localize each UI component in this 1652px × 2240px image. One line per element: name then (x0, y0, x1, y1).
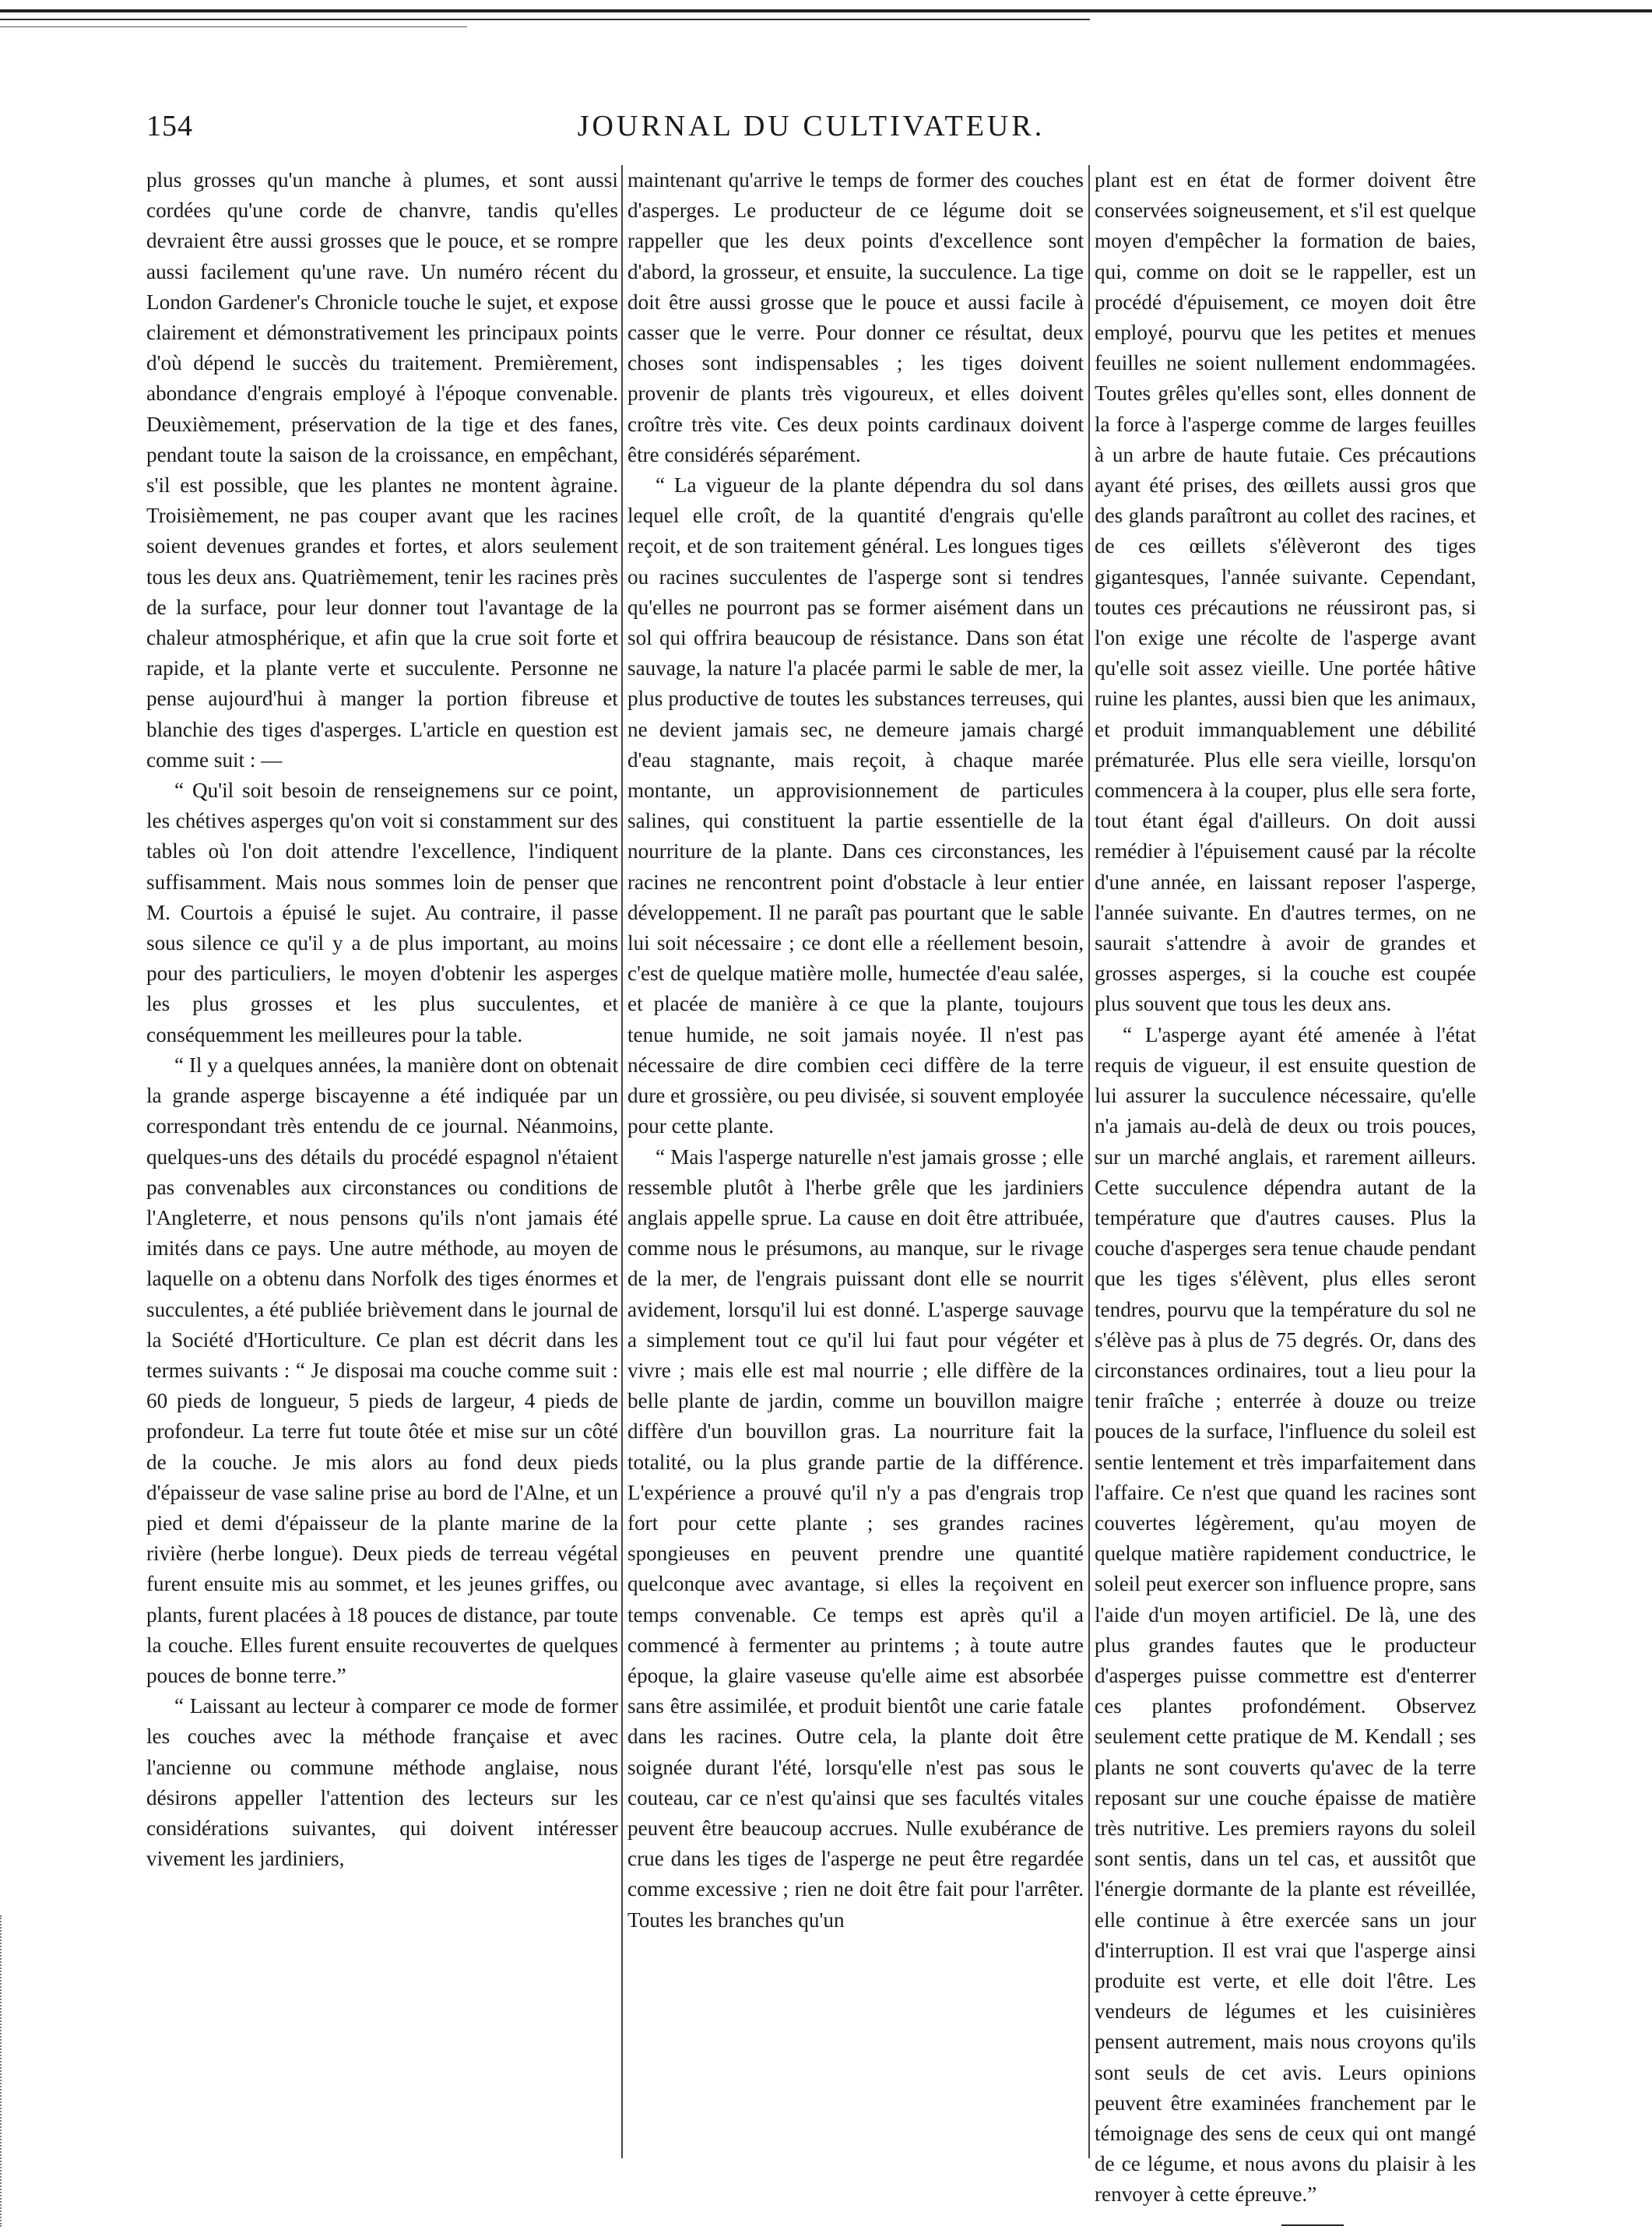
paragraph: “ Qu'il soit besoin de renseignemens sur ce point, les chétives asperges qu'on voit si constamment sur des tables où l'on doit attendre l'excellence, l'indiquent suffisamment. Mais nous sommes loin de penser que M. Courtois a épuisé le sujet. Au contraire, il passe sous silence ce qu'il y a de plus important, au moins pour des particuliers, le moyen d'obtenir les asperges les plus grosses et les plus succulentes, et conséquemment les meilleures pour la table. (146, 779, 618, 1046)
paragraph: “ L'asperge ayant été amenée à l'état requis de vigueur, il est ensuite question de lui assurer la succulence nécessaire, qu'elle n'a jamais au-delà de deux ou trois pouces, sur un marché anglais, et rarement ailleurs. Cette succulence dépendra autant de la température que d'autres causes. Plus la couche d'asperges sera tenue chaude pendant que les tiges s'élèvent, plus elles seront tendres, pourvu que la température du sol ne s'élève pas à plus de 75 degrés. Or, dans des circonstances ordinaires, tout a lieu pour la tenir fraîche ; enterrée à douze ou treize pouces de la surface, l'influence du soleil est sentie lentement et très imparfaitement dans l'affaire. Ce n'est que quand les racines sont couvertes légèrement, qu'au moyen de quelque matière rapidement conductrice, le soleil peut exercer son influence propre, sans l'aide d'un moyen artificiel. De là, une des plus grandes fautes que le producteur d'asperges puisse commettre est d'enterrer ces plantes profondément. Observez seulement cette pratique de M. Kendall ; ses plants ne sont couverts qu'avec de la terre reposant sur une couche épaisse de matière très nutritive. Les premiers rayons du soleil sont sentis, dans un tel cas, et aussitôt que l'énergie dormante de la plante est réveillée, elle continue à être exercée sans un jour d'interruption. Il est vrai que l'asperge ainsi produite est verte, et elle doit l'être. Les vendeurs de légumes et les cuisinières pensent autrement, mais nous croyons qu'ils sont seuls de cet avis. Leurs opinions peuvent être examinées franchement par le témoignage des sens de ceux qui ont mangé de ce légume, et nous avons du plaisir à les renvoyer à cette épreuve.” (1095, 1022, 1476, 2207)
column-divider (621, 165, 623, 2158)
page-header (146, 109, 1476, 156)
paragraph: “ Il y a quelques années, la manière dont on obtenait la grande asperge biscayenne a été indiquée par un correspondant très entendu de ce journal. Néanmoins, quelques-uns des détails du procédé espagnol n'étaient pas convenables aux circonstances ou conditions de l'Angleterre, et nous pensons qu'ils n'ont jamais été imités dans ce pays. Une autre méthode, au moyen de laquelle on a obtenu dans Norfolk des tiges énormes et succulentes, a été publiée brièvement dans le journal de la Société d'Horticulture. Ce plan est décrit dans les termes suivants : “ Je disposai ma couche comme suit : 60 pieds de longueur, 5 pieds de largeur, 4 pieds de profondeur. La terre fut toute ôtée et mise sur un côté de la couche. Je mis alors au fond deux pieds d'épaisseur de vase saline prise au bord de l'Alne, et un pied et demi d'épaisseur de la plante marine de la rivière (herbe longue). Deux pieds de terreau végétal furent ensuite mis au sommet, et les jeunes griffes, ou plants, furent placées à 18 pouces de distance, par toute la couche. Elles furent ensuite recouvertes de quelques pouces de bonne terre.” (146, 1053, 618, 1687)
journal-title: JOURNAL DU CULTIVATEUR. (577, 110, 1046, 142)
paragraph: plant est en état de former doivent être conservées soigneusement, et s'il est quelque moyen d'empêcher la formation de baies, qui, comme on doit se le rappeller, est un procédé d'épuisement, ce moyen doit être employé, pourvu que les petites et menues feuilles ne soient nullement endommagées. Toutes grêles qu'elles sont, elles donnent de la force à l'asperge comme de larges feuilles à un arbre de haute futaie. Ces précautions ayant été prises, des œillets aussi gros que des glands paraîtront au collet des racines, et de ces œillets s'élèveront des tiges gigantesques, l'année suivante. Cependant, toutes ces précautions ne réussiront pas, si l'on exige une récolte de l'asperge avant qu'elle soit assez vieille. Une portée hâtive ruine les plantes, aussi bien que les animaux, et produit immanquablement une débilité prématurée. Plus elle sera vieille, lorsqu'on commencera à la couper, plus elle sera forte, tout étant égal d'ailleurs. On doit aussi remédier à l'épuisement causé par la récolte d'une année, en laissant reposer l'asperge, l'année suivante. En d'autres termes, on ne saurait s'attendre à avoir de grandes et grosses asperges, si la couche est coupée plus souvent que tous les deux ans. (1095, 168, 1476, 1016)
column-1 (146, 165, 618, 2158)
paragraph: “ La vigueur de la plante dépendra du sol dans lequel elle croît, de la quantité d'engrais qu'elle reçoit, et de son traitement général. Les longues tiges ou racines succulentes de l'asperge sont si tendres qu'elles ne pourront pas se former aisément dans un sol qui offrira beaucoup de résistance. Dans son état sauvage, la nature l'a placée parmi le sable de mer, la plus productive de toutes les substances terreuses, qui ne devient jamais sec, ne demeure jamais chargé d'eau stagnante, mais reçoit, à chaque marée montante, un approvisionnement de particules salines, qui constituent la partie essentielle de la nourriture de la plante. Dans ces circonstances, les racines ne rencontrent point d'obstacle à leur entier développement. Il ne paraît pas pourtant que le sable lui soit nécessaire ; ce dont elle a réellement besoin, c'est de quelque matière molle, humectée d'eau salée, et placée de manière à ce que la plante, toujours tenue humide, ne soit jamais noyée. Il n'est pas nécessaire de dire combien ceci diffère de la terre dure et grossière, ou peu divisée, si souvent employée pour cette plante. (627, 473, 1084, 1138)
paragraph: maintenant qu'arrive le temps de former des couches d'asperges. Le producteur de ce légume doit se rappeller que les deux points d'excellence sont d'abord, la grosseur, et ensuite, la succulence. La tige doit être aussi grosse que le pouce et aussi facile à casser que le verre. Pour donner ce résultat, deux choses sont indispensables ; les tiges doivent provenir de plants très vigoureux, et elles doivent croître très vite. Ces deux points cardinaux doivent être considérés séparément. (627, 168, 1084, 466)
top-rule (0, 9, 1652, 12)
text-columns (146, 165, 1476, 2207)
top-rule-tertiary (0, 26, 467, 27)
paragraph: “ Laissant au lecteur à comparer ce mode de former les couches avec la méthode française et avec l'ancienne ou commune méthode anglaise, nous désirons appeller l'attention des lecteurs sur les considérations suivantes, qui doivent intéresser vivement les jardiniers, (146, 1694, 618, 1871)
column-2 (627, 165, 1084, 2158)
end-rule (1281, 2224, 1344, 2226)
top-rule-secondary (0, 19, 1090, 20)
paragraph: plus grosses qu'un manche à plumes, et sont aussi cordées qu'une corde de chanvre, tandis qu'elles devraient être aussi grosses que le pouce, et se rompre aussi facilement qu'une rave. Un numéro récent du London Gardener's Chronicle touche le sujet, et expose clairement et démonstrativement les principaux points d'où dépend le succès du traitement. Premièrement, abondance d'engrais employé à l'époque convenable. Deuxièmement, préservation de la tige et des fanes, pendant toute la saison de la croissance, en empêchant, s'il est possible, que les plantes ne montent àgraine. Troisièmement, ne pas couper avant que les racines soient devenues grandes et fortes, et alors seulement tous les deux ans. Quatrièmement, tenir les racines près de la surface, pour leur donner tout l'avantage de la chaleur atmosphérique, et afin que la crue soit forte et rapide, et la plante verte et succulente. Personne ne pense aujourd'hui à manger la portion fibreuse et blanchie des tiges d'asperges. L'article en question est comme suit : — (146, 168, 618, 772)
paragraph: “ Mais l'asperge naturelle n'est jamais grosse ; elle ressemble plutôt à l'herbe grêle que les jardiniers anglais appelle sprue. La cause en doit être attribuée, comme nous le présumons, au manque, sur le rivage de la mer, de l'engrais puissant dont elle se nourrit avidement, lorsqu'il lui est donné. L'asperge sauvage a simplement tout ce qu'il lui faut pour végéter et vivre ; mais elle est mal nourrie ; elle diffère de la belle plante de jardin, comme un bouvillon maigre diffère d'un bouvillon gras. La nourriture fait la totalité, ou la plus grande partie de la différence. L'expérience a prouvé qu'il n'y a pas d'engrais trop fort pour cette plante ; ses grandes racines spongieuses en peuvent prendre une quantité quelconque avec avantage, si elles la reçoivent en temps convenable. Ce temps est après qu'il a commencé à fermenter au printems ; à toute autre époque, la glaire vaseuse qu'elle aime est absorbée sans être assimilée, et produit bientôt une carie fatale dans les racines. Outre cela, la plante doit être soignée durant l'été, lorsqu'elle n'est pas sous le couteau, car ce n'est qu'ainsi que ses facultés vitales peuvent être beaucoup accrues. Nulle exubérance de crue dans les tiges de l'asperge ne peut être regardée comme excessive ; rien ne doit être fait pour l'arrêter. Toutes les branches qu'un (627, 1145, 1084, 1932)
page-number: 154 (146, 110, 193, 142)
column-divider (1088, 165, 1090, 2158)
column-3 (1095, 165, 1476, 2207)
margin-marks (0, 1915, 11, 2227)
